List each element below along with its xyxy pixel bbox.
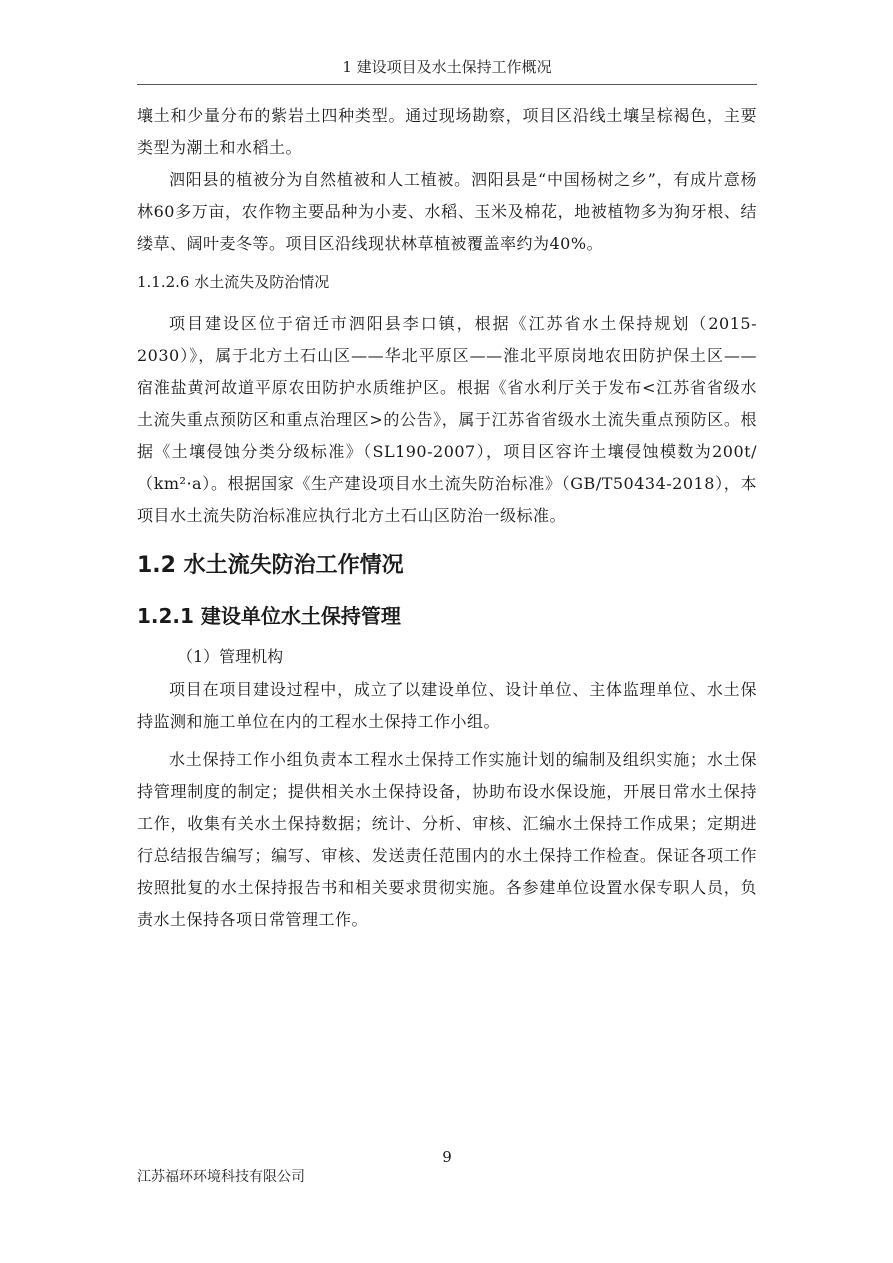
paragraph-vegetation: 泗阳县的植被分为自然植被和人工植被。泗阳县是“中国杨树之乡”，有成片意杨林60多万亩，农作物主要品种为小麦、水稻、玉米及棉花，地被植物多为狗牙根、结缕草、阔叶麦冬等。项目区沿线现状林草植被覆盖率约为40%。 — [137, 170, 757, 253]
paragraph-erosion: 项目建设区位于宿迁市泗阳县李口镇，根据《江苏省水土保持规划（2015-2030）》，属于北方土石山区——华北平原区——淮北平原岗地农田防护保土区——宿淮盐黄河故道平原农田防护水质维护区。根据《省水利厅关于发布<江苏省省级水土流失重点预防区和重点治理区>的公告》，属于江苏省省级水土流失重点预防区。根据《土壤侵蚀分类分级标准》（SL190-2007），项目区容许土壤侵蚀模数为200t/（km²·a）。根据国家《生产建设项目水土流失防治标准》（GB/T50434-2018），本项目水土流失防治标准应执行北方土石山区防治一级标准。 — [137, 314, 757, 525]
subsection-title-erosion: 1.1.2.6 水土流失及防治情况 — [137, 273, 330, 291]
subsection-title-management: 1.2.1 建设单位水土保持管理 — [137, 604, 401, 628]
paragraph-soil: 壤土和少量分布的紫岩土四种类型。通过现场勘察，项目区沿线土壤呈棕褐色，主要类型为潮土和水稻土。 — [137, 106, 757, 157]
page-number: 9 — [442, 1148, 452, 1166]
section-title: 1.2 水土流失防治工作情况 — [137, 553, 404, 578]
paragraph-responsibilities: 水土保持工作小组负责本工程水土保持工作实施计划的编制及组织实施；水土保持管理制度的制定；提供相关水土保持设备，协助布设水保设施，开展日常水土保持工作，收集有关水土保持数据；统计、分析、审核、汇编水土保持工作成果；定期进行总结报告编写；编写、审核、发送责任范围内的水土保持工作检查。保证各项工作按照批复的水土保持报告书和相关要求贯彻实施。各参建单位设置水保专职人员，负责水土保持各项日常管理工作。 — [137, 750, 757, 929]
footer-company: 江苏福环环境科技有限公司 — [137, 1169, 305, 1185]
document-body — [137, 100, 757, 936]
page-header: 1 建设项目及水土保持工作概况 — [342, 58, 552, 76]
header-divider — [137, 84, 757, 85]
list-item-label: （1）管理机构 — [177, 647, 284, 666]
paragraph-organization: 项目在项目建设过程中，成立了以建设单位、设计单位、主体监理单位、水土保持监测和施工单位在内的工程水土保持工作小组。 — [137, 680, 757, 731]
